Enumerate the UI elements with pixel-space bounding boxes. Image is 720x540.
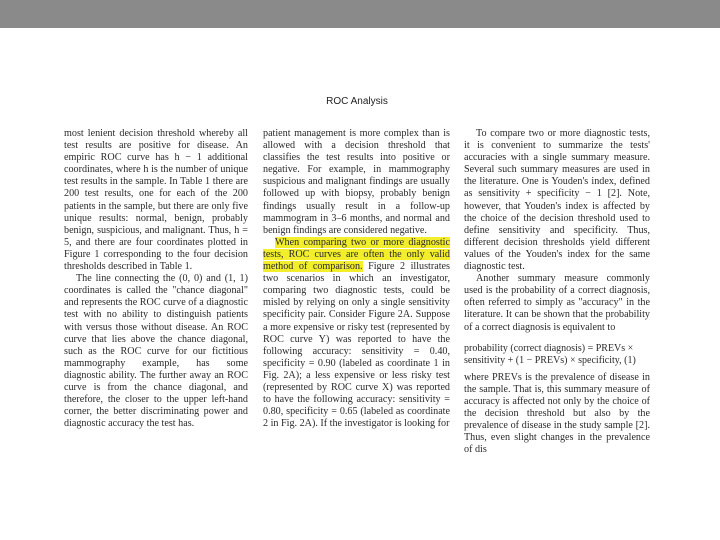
equation (464, 343, 650, 367)
equation-line: sensitivity + (1 − PREVs) × specificity, (1) (464, 354, 636, 366)
highlighted-sentence: When comparing two or more diagnostic tests, ROC curves are often the only valid method of comparison. (263, 236, 450, 273)
paragraph-continuation: Figure 2 illustrates two scenarios in which an investigator, comparing two diagnostic tests, could be misled by relying on only a single sensitivity specificity pair. Consider Figure 2A. Suppose a more expensive or risky test (represented by ROC curve Y) was reported to have the following accuracy: sensitivity = 0.40, specificity = 0.90 (labeled as coordinate 1 in Fig. 2A); a less expensive or less risky test (represented by ROC curve X) was reported to have the following accuracy: sensitivity = 0.80, specificity = 0.65 (labeled as coordinate 2 in Fig. 2A). If the investigator is looking for (263, 261, 450, 430)
paragraph: most lenient decision threshold whereby all test results are positive for disease. An empiric ROC curve has h − 1 additional coordinates, where h is the number of unique test results in the sample. In Table 1 there are 200 test results, one for each of the 200 patients in the sample, but there are only five unique results: normal, benign, probably benign, suspicious, and malignant. Thus, h = 5, and there are four coordinates plotted in Figure 1 corresponding to the four decision thresholds described in Table 1. (64, 128, 248, 273)
page-title: ROC Analysis (326, 96, 388, 107)
text-column-1 (64, 128, 248, 464)
text-column-3 (464, 128, 650, 464)
paragraph: patient management is more complex than is allowed with a decision threshold that classifies the test results into positive or negative. For example, in mammography suspicious and malignant findings are usually followed up with biopsy, probably benign findings usually result in a follow-up mammogram in 3–6 months, and normal and benign findings are considered negative. (263, 128, 450, 236)
equation-line: probability (correct diagnosis) = PREVs × (464, 342, 634, 354)
top-bar (0, 0, 720, 28)
paragraph: Another summary measure commonly used is the probability of a correct diagnosis, often referred to simply as "accuracy" in the literature. It can be shown that the probability of a correct diagnosis is equivalent to (464, 273, 650, 333)
text-column-2 (263, 128, 450, 464)
paragraph: where PREVs is the prevalence of disease in the sample. That is, this summary measure of accuracy is affected not only by the choice of the decision threshold but also by the prevalence of disease in the study sample [2]. Thus, even slight changes in the prevalence of dis (464, 371, 650, 456)
paragraph: To compare two or more diagnostic tests, it is convenient to summarize the tests' accuracies with a single summary measure. Several such summary measures are used in the literature. One is Youden's index, defined as sensitivity + specificity − 1 [2]. Note, however, that Youden's index is affected by the choice of the decision threshold used to define sensitivity and specificity. Thus, different decision thresholds yield different values of the Youden's index for the same diagnostic test. (464, 128, 650, 273)
paragraph: The line connecting the (0, 0) and (1, 1) coordinates is called the "chance diagonal" and represents the ROC curve of a diagnostic test with no ability to distinguish patients with versus those without disease. An ROC curve that lies above the chance diagonal, such as the ROC curve for our fictitious mammography example, has some diagnostic ability. The further away an ROC curve is from the chance diagonal, and therefore, the closer to the upper left-hand corner, the better discriminating power and diagnostic accuracy the test has. (64, 273, 248, 430)
paragraph (263, 237, 450, 431)
